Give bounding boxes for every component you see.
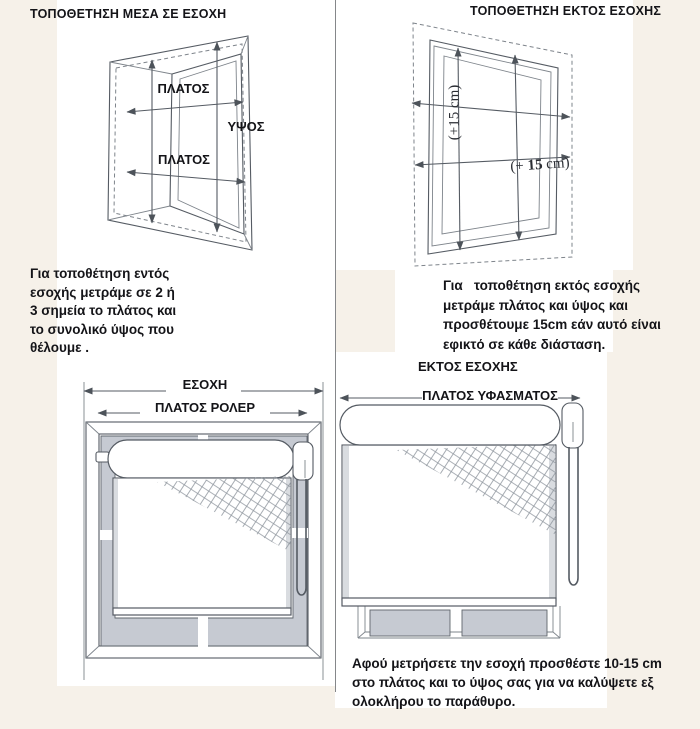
fabric-bottom-bar — [342, 598, 556, 606]
roller-clutch — [293, 442, 313, 480]
bottom-caption — [352, 654, 662, 711]
roller-inside-recess-drawing — [62, 372, 342, 687]
caption-line: εφικτό σε κάθε διάσταση. — [443, 336, 606, 352]
width-label-top: ΠΛΑΤΟΣ — [157, 81, 210, 96]
roller-bracket-left — [96, 452, 109, 462]
width-add-pre: (+ — [509, 157, 529, 176]
caption-line: θέλουμε . — [30, 340, 90, 356]
section-title-outside-recess-bottom: ΕΚΤΟΣ ΕΣΟΧΗΣ — [418, 359, 518, 374]
caption-line: προσθέτουμε 15cm εάν αυτό είναι — [443, 317, 661, 332]
caption-line: Για τοποθέτηση εκτός εσοχής — [443, 278, 641, 293]
fabric-width-label: ΠΛΑΤΟΣ ΥΦΑΣΜΑΤΟΣ — [422, 388, 558, 403]
caption-line: εσοχής μετράμε σε 2 ή — [30, 284, 175, 300]
width-label-bottom: ΠΛΑΤΟΣ — [158, 152, 210, 167]
window-panel-right — [462, 610, 547, 636]
caption-line: 3 σημεία το πλάτος και — [30, 303, 177, 319]
recess-label: ΕΣΟΧΗ — [182, 377, 228, 392]
roller-outside-recess-drawing — [336, 392, 606, 650]
section-title-outside-recess: ΤΟΠΟΘΕΤΗΣΗ ΕΚΤΟΣ ΕΣΟΧΗΣ — [470, 4, 662, 18]
width-add-post: cm) — [541, 154, 571, 173]
frame-gap-bottom — [198, 616, 208, 647]
caption-line: μετράμε πλάτος και ύψος και — [443, 297, 628, 313]
caption-line: Αφού μετρήσετε την εσοχή προσθέστε 10-15 cm — [352, 656, 662, 671]
inside-recess-caption — [30, 265, 176, 358]
outside-recess-window-drawing — [398, 18, 618, 273]
height-add-label: (+15 cm) — [446, 84, 463, 141]
roller-width-label: ΠΛΑΤΟΣ ΡΟΛΕΡ — [140, 400, 270, 415]
fabric-edge-left — [343, 446, 349, 599]
window-panel-left — [370, 610, 450, 636]
caption-line: Για τοποθέτηση εντός — [30, 266, 170, 281]
chain-loop — [569, 447, 578, 585]
fabric-bottom-bar — [113, 608, 291, 615]
roller-tube — [108, 440, 294, 478]
outside-recess-caption — [443, 276, 661, 354]
roller-tube — [340, 405, 560, 445]
caption-line: ολοκλήρου το παράθυρο. — [352, 694, 516, 709]
caption-line: το συνολικό ύψος που — [30, 321, 174, 337]
height-label: ΥΨΟΣ — [227, 119, 265, 134]
inside-recess-window-drawing — [88, 28, 303, 263]
caption-line: στο πλάτος και το ύψος σας για να καλύψετε εξ — [352, 675, 654, 690]
roller-clutch — [562, 403, 583, 448]
section-title-inside-recess: ΤΟΠΟΘΕΤΗΣΗ ΜΕΣΑ ΣΕ ΕΣΟΧΗ — [30, 7, 227, 21]
width-add-num: 15 — [526, 156, 544, 174]
fabric-edge-left — [114, 479, 118, 609]
